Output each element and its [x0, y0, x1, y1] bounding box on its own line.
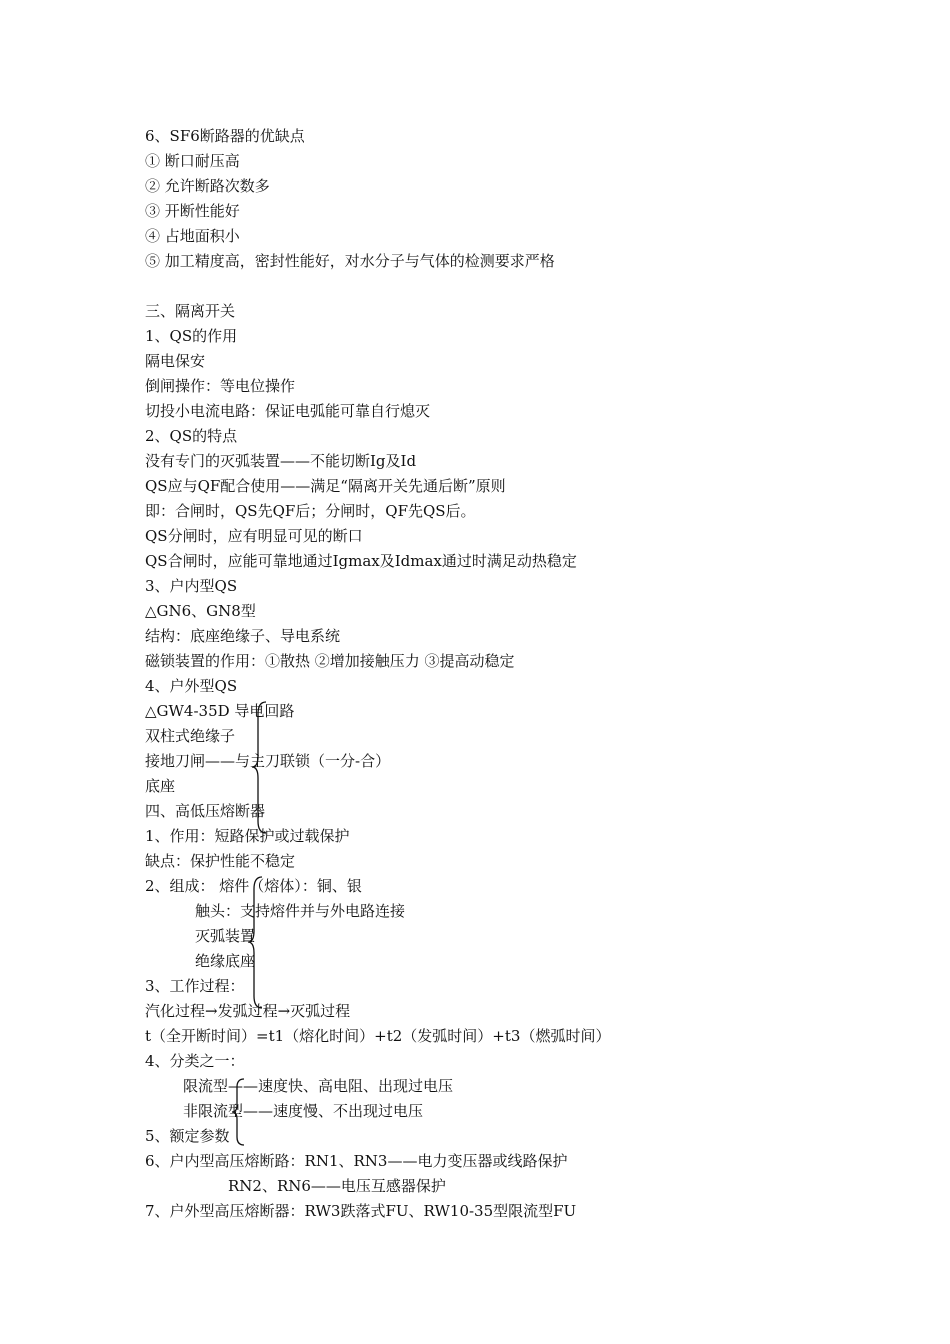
text-line: 4、分类之一：: [145, 1052, 245, 1070]
text-line: QS分闸时，应有明显可见的断口: [145, 527, 363, 545]
text-line: 倒闸操作：等电位操作: [145, 377, 296, 395]
text-line: 1、QS的作用: [145, 327, 238, 345]
text-line: 没有专门的灭弧装置——不能切断Ig及Id: [145, 452, 417, 470]
text-line: 磁锁装置的作用：①散热 ②增加接触压力 ③提高动稳定: [145, 652, 515, 670]
text-line: t（全开断时间）=t1（熔化时间）+t2（发弧时间）+t3（燃弧时间）: [145, 1027, 611, 1045]
text-line: 结构：底座绝缘子、导电系统: [145, 627, 341, 645]
text-line: △GW4-35D 导电回路: [145, 702, 295, 720]
text-line: 绝缘底座: [195, 952, 256, 970]
text-line: 限流型——速度快、高电阻、出现过电压: [183, 1077, 454, 1095]
text-line: 底座: [145, 777, 176, 795]
section-heading: 三、隔离开关: [145, 302, 236, 320]
text-line: 双柱式绝缘子: [145, 727, 236, 745]
text-line: ① 断口耐压高: [145, 152, 240, 170]
text-line: 3、户内型QS: [145, 577, 238, 595]
text-line: △GN6、GN8型: [145, 602, 256, 620]
text-line: 5、额定参数: [145, 1127, 230, 1145]
text-line: 灭弧装置: [195, 927, 256, 945]
text-line: 隔电保安: [145, 352, 206, 370]
text-line: 切投小电流电路：保证电弧能可靠自行熄灭: [145, 402, 431, 420]
text-line: 2、QS的特点: [145, 427, 238, 445]
text-line: 7、户外型高压熔断器：RW3跌落式FU、RW10-35型限流型FU: [145, 1202, 577, 1220]
text-line: 6、SF6断路器的优缺点: [145, 127, 305, 145]
text-line: 2、组成： 熔件（熔体）：铜、银: [145, 877, 362, 895]
text-line: ⑤ 加工精度高，密封性能好，对水分子与气体的检测要求严格: [145, 252, 555, 270]
text-line: ③ 开断性能好: [145, 202, 240, 220]
text-line: 1、作用：短路保护或过载保护: [145, 827, 350, 845]
text-line: 4、户外型QS: [145, 677, 238, 695]
text-line: QS应与QF配合使用——满足“隔离开关先通后断”原则: [145, 477, 506, 495]
curly-brace: [246, 875, 266, 1010]
text-line: 接地刀闸——与主刀联锁（一分-合）: [145, 752, 391, 770]
text-line: ② 允许断路次数多: [145, 177, 270, 195]
text-line: 汽化过程→发弧过程→灭弧过程: [145, 1002, 351, 1020]
text-line: 非限流型——速度慢、不出现过电压: [183, 1102, 424, 1120]
text-line: 3、工作过程：: [145, 977, 245, 995]
text-line: RN2、RN6——电压互感器保护: [228, 1177, 446, 1195]
curly-brace: [230, 1077, 248, 1147]
text-line: 即：合闸时，QS先QF后；分闸时，QF先QS后。: [145, 502, 476, 520]
curly-brace: [250, 700, 270, 835]
section-heading: 四、高低压熔断器: [145, 802, 266, 820]
text-line: 缺点：保护性能不稳定: [145, 852, 296, 870]
text-line: 触头：支持熔件并与外电路连接: [195, 902, 406, 920]
text-line: ④ 占地面积小: [145, 227, 240, 245]
text-line: 6、户内型高压熔断路：RN1、RN3——电力变压器或线路保护: [145, 1152, 568, 1170]
text-line: QS合闸时，应能可靠地通过Igmax及Idmax通过时满足动热稳定: [145, 552, 577, 570]
